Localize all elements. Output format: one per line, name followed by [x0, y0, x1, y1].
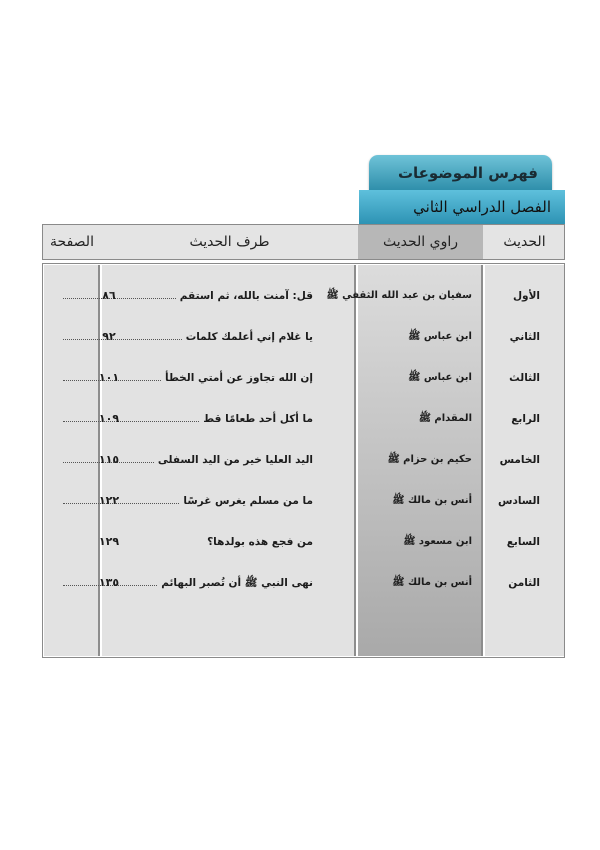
page-number: ٨٦	[102, 289, 116, 302]
header-hadith: الحديث	[503, 234, 546, 250]
page-number: ١٢٢	[98, 494, 120, 507]
table-row	[43, 481, 564, 521]
hadith-number: الرابع	[511, 413, 540, 425]
hadith-phrase-text: يا غلام إني أعلمك كلمات	[185, 331, 313, 343]
hadith-narrator: سفيان بن عبد الله الثقفي ﷺ	[326, 290, 472, 301]
header-phrase: طرف الحديث	[189, 234, 270, 250]
hadith-number: السادس	[497, 495, 540, 507]
hadith-narrator: أنس بن مالك ﷺ	[392, 495, 472, 506]
table-row	[43, 563, 564, 603]
leader-dots	[63, 421, 199, 422]
hadith-phrase-text: قل: آمنت بالله، ثم استقم	[179, 290, 313, 302]
table-header	[42, 224, 565, 260]
hadith-number: السابع	[506, 536, 540, 548]
page-number: ١١٥	[98, 453, 120, 466]
hadith-number: الأول	[512, 290, 540, 302]
hadith-phrase-text: من فجع هذه بولدها؟	[207, 536, 313, 548]
hadith-phrase-text: إن الله تجاوز عن أمتي الخطأ	[165, 372, 313, 384]
table-row	[43, 522, 564, 562]
hadith-number: الثاني	[509, 331, 540, 343]
hadith-narrator: ابن مسعود ﷺ	[403, 536, 472, 547]
header-page: الصفحة	[50, 234, 94, 250]
hadith-phrase-text: ما من مسلم يغرس غرسًا	[183, 495, 313, 507]
hadith-number: الثالث	[509, 372, 540, 384]
page-number: ١٠٩	[98, 412, 120, 425]
page-number: ١٢٩	[98, 535, 120, 548]
index-title-tab: فهرس الموضوعات	[369, 155, 552, 190]
hadith-narrator: ابن عباس ﷺ	[408, 331, 472, 342]
semester-tab: الفصل الدراسي الثاني	[359, 190, 565, 224]
hadith-narrator: أنس بن مالك ﷺ	[392, 577, 472, 588]
table-row	[43, 276, 564, 316]
table-row	[43, 317, 564, 357]
hadith-number: الخامس	[499, 454, 540, 466]
hadith-phrase-text: اليد العليا خير من اليد السفلى	[157, 454, 313, 466]
table-body	[42, 263, 565, 658]
table-row	[43, 358, 564, 398]
hadith-narrator: حكيم بن حزام ﷺ	[387, 454, 472, 465]
page-number: ١٣٥	[98, 576, 120, 589]
hadith-phrase-text: ما أكل أحد طعامًا قط	[203, 413, 313, 425]
hadith-phrase-text: نهى النبي ﷺ أن تُصبر البهائم	[161, 577, 313, 589]
hadith-narrator: المقدام ﷺ	[418, 413, 472, 424]
page-number: ٩٢	[102, 330, 116, 343]
header-narrator: راوي الحديث	[358, 225, 483, 259]
hadith-narrator: ابن عباس ﷺ	[408, 372, 472, 383]
hadith-number: الثامن	[508, 577, 540, 589]
table-row	[43, 440, 564, 480]
table-row	[43, 399, 564, 439]
page-number: ١٠١	[98, 371, 120, 384]
